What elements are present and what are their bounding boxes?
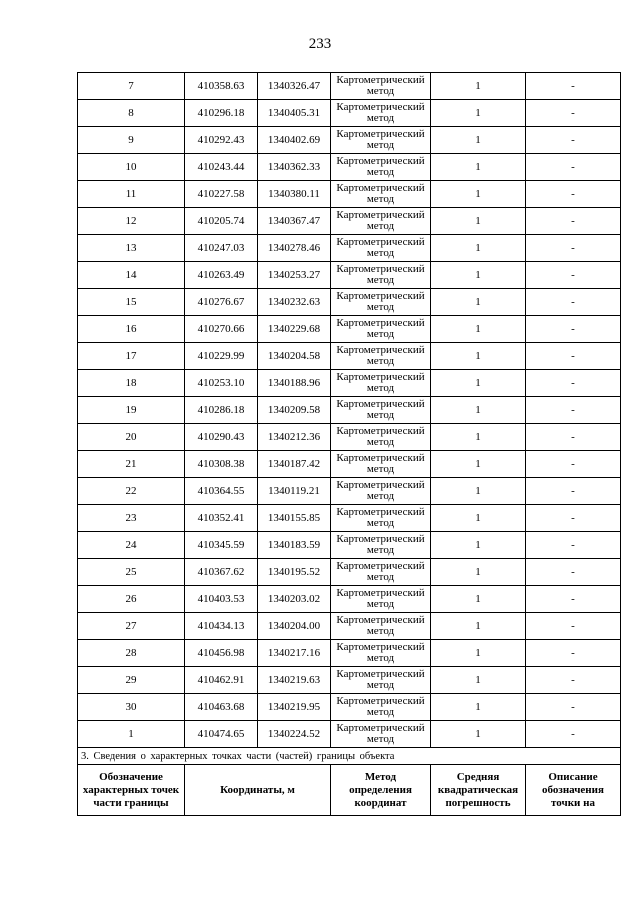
point-number-cell: 22 (78, 478, 185, 505)
coordinate-y-cell: 1340405.31 (258, 100, 331, 127)
coordinate-x-cell: 410403.53 (185, 586, 258, 613)
coordinate-y-cell: 1340362.33 (258, 154, 331, 181)
point-number-cell: 23 (78, 505, 185, 532)
description-cell: - (526, 289, 621, 316)
error-cell: 1 (431, 424, 526, 451)
header-description: Описание обозначения точки на (526, 765, 621, 816)
coordinate-y-cell: 1340195.52 (258, 559, 331, 586)
error-cell: 1 (431, 451, 526, 478)
coordinate-x-cell: 410292.43 (185, 127, 258, 154)
method-cell: Картометрический метод (331, 613, 431, 640)
description-cell: - (526, 424, 621, 451)
description-cell: - (526, 73, 621, 100)
point-number-cell: 24 (78, 532, 185, 559)
table-row (78, 424, 621, 451)
error-cell: 1 (431, 640, 526, 667)
description-cell: - (526, 532, 621, 559)
description-cell: - (526, 127, 621, 154)
method-cell: Картометрический метод (331, 73, 431, 100)
coordinate-y-cell: 1340119.21 (258, 478, 331, 505)
method-cell: Картометрический метод (331, 667, 431, 694)
coordinate-x-cell: 410462.91 (185, 667, 258, 694)
point-number-cell: 15 (78, 289, 185, 316)
point-number-cell: 20 (78, 424, 185, 451)
coordinate-y-cell: 1340278.46 (258, 235, 331, 262)
coordinate-x-cell: 410243.44 (185, 154, 258, 181)
point-number-cell: 13 (78, 235, 185, 262)
point-number-cell: 17 (78, 343, 185, 370)
error-cell: 1 (431, 127, 526, 154)
coordinate-y-cell: 1340402.69 (258, 127, 331, 154)
table-row (78, 181, 621, 208)
table-row (78, 370, 621, 397)
coordinate-y-cell: 1340219.63 (258, 667, 331, 694)
method-cell: Картометрический метод (331, 100, 431, 127)
error-cell: 1 (431, 586, 526, 613)
table-row (78, 613, 621, 640)
error-cell: 1 (431, 289, 526, 316)
coordinate-y-cell: 1340188.96 (258, 370, 331, 397)
method-cell: Картометрический метод (331, 451, 431, 478)
table-row (78, 721, 621, 748)
coordinate-y-cell: 1340204.00 (258, 613, 331, 640)
point-number-cell: 19 (78, 397, 185, 424)
method-cell: Картометрический метод (331, 370, 431, 397)
coordinate-x-cell: 410205.74 (185, 208, 258, 235)
coordinate-y-cell: 1340212.36 (258, 424, 331, 451)
description-cell: - (526, 667, 621, 694)
method-cell: Картометрический метод (331, 181, 431, 208)
table-row (78, 73, 621, 100)
method-cell: Картометрический метод (331, 505, 431, 532)
method-cell: Картометрический метод (331, 343, 431, 370)
coordinate-x-cell: 410296.18 (185, 100, 258, 127)
description-cell: - (526, 478, 621, 505)
point-number-cell: 11 (78, 181, 185, 208)
table-row (78, 505, 621, 532)
method-cell: Картометрический метод (331, 316, 431, 343)
table-row (78, 451, 621, 478)
error-cell: 1 (431, 397, 526, 424)
section-title: 3. Сведения о характерных точках части (частей) границы объекта (78, 748, 621, 765)
table-row (78, 559, 621, 586)
method-cell: Картометрический метод (331, 289, 431, 316)
table-row (78, 235, 621, 262)
error-cell: 1 (431, 235, 526, 262)
table-row (78, 154, 621, 181)
error-cell: 1 (431, 505, 526, 532)
point-number-cell: 7 (78, 73, 185, 100)
description-cell: - (526, 397, 621, 424)
description-cell: - (526, 613, 621, 640)
method-cell: Картометрический метод (331, 397, 431, 424)
table-row (78, 100, 621, 127)
coordinate-y-cell: 1340187.42 (258, 451, 331, 478)
coordinate-y-cell: 1340209.58 (258, 397, 331, 424)
table-row (78, 208, 621, 235)
header-coordinates: Координаты, м (185, 765, 331, 816)
point-number-cell: 25 (78, 559, 185, 586)
coordinate-x-cell: 410308.38 (185, 451, 258, 478)
point-number-cell: 9 (78, 127, 185, 154)
method-cell: Картометрический метод (331, 424, 431, 451)
error-cell: 1 (431, 694, 526, 721)
coordinate-x-cell: 410290.43 (185, 424, 258, 451)
table-row (78, 397, 621, 424)
table-row (78, 316, 621, 343)
table-row (78, 262, 621, 289)
table-row (78, 640, 621, 667)
description-cell: - (526, 343, 621, 370)
method-cell: Картометрический метод (331, 208, 431, 235)
point-number-cell: 10 (78, 154, 185, 181)
method-cell: Картометрический метод (331, 127, 431, 154)
point-number-cell: 8 (78, 100, 185, 127)
error-cell: 1 (431, 532, 526, 559)
error-cell: 1 (431, 721, 526, 748)
description-cell: - (526, 100, 621, 127)
point-number-cell: 18 (78, 370, 185, 397)
method-cell: Картометрический метод (331, 532, 431, 559)
point-number-cell: 12 (78, 208, 185, 235)
point-number-cell: 28 (78, 640, 185, 667)
description-cell: - (526, 451, 621, 478)
coordinate-y-cell: 1340217.16 (258, 640, 331, 667)
point-number-cell: 27 (78, 613, 185, 640)
table-row (78, 289, 621, 316)
description-cell: - (526, 208, 621, 235)
header-point-designation: Обозначение характерных точек части границы (78, 765, 185, 816)
error-cell: 1 (431, 343, 526, 370)
table-row (78, 586, 621, 613)
coordinate-x-cell: 410474.65 (185, 721, 258, 748)
point-number-cell: 21 (78, 451, 185, 478)
description-cell: - (526, 262, 621, 289)
coordinate-y-cell: 1340229.68 (258, 316, 331, 343)
method-cell: Картометрический метод (331, 154, 431, 181)
point-number-cell: 29 (78, 667, 185, 694)
boundary-points-table (77, 72, 621, 816)
coordinate-y-cell: 1340183.59 (258, 532, 331, 559)
point-number-cell: 1 (78, 721, 185, 748)
point-number-cell: 14 (78, 262, 185, 289)
coordinate-y-cell: 1340380.11 (258, 181, 331, 208)
coordinate-x-cell: 410364.55 (185, 478, 258, 505)
description-cell: - (526, 559, 621, 586)
description-cell: - (526, 235, 621, 262)
method-cell: Картометрический метод (331, 478, 431, 505)
table-row (78, 694, 621, 721)
header-row (78, 765, 621, 816)
coordinate-x-cell: 410358.63 (185, 73, 258, 100)
coordinate-x-cell: 410345.59 (185, 532, 258, 559)
coordinate-x-cell: 410352.41 (185, 505, 258, 532)
header-error: Средняя квадратическая погрешность (431, 765, 526, 816)
table-row (78, 127, 621, 154)
table-body (78, 73, 621, 748)
error-cell: 1 (431, 316, 526, 343)
header-method: Метод определения координат (331, 765, 431, 816)
coordinate-x-cell: 410229.99 (185, 343, 258, 370)
error-cell: 1 (431, 613, 526, 640)
error-cell: 1 (431, 100, 526, 127)
description-cell: - (526, 694, 621, 721)
coordinate-x-cell: 410456.98 (185, 640, 258, 667)
point-number-cell: 30 (78, 694, 185, 721)
coordinate-x-cell: 410276.67 (185, 289, 258, 316)
table-row (78, 667, 621, 694)
description-cell: - (526, 640, 621, 667)
coordinate-y-cell: 1340326.47 (258, 73, 331, 100)
method-cell: Картометрический метод (331, 559, 431, 586)
coordinate-y-cell: 1340224.52 (258, 721, 331, 748)
description-cell: - (526, 505, 621, 532)
coordinate-y-cell: 1340204.58 (258, 343, 331, 370)
method-cell: Картометрический метод (331, 235, 431, 262)
point-number-cell: 26 (78, 586, 185, 613)
coordinate-y-cell: 1340219.95 (258, 694, 331, 721)
error-cell: 1 (431, 262, 526, 289)
description-cell: - (526, 316, 621, 343)
error-cell: 1 (431, 154, 526, 181)
error-cell: 1 (431, 73, 526, 100)
coordinate-x-cell: 410367.62 (185, 559, 258, 586)
description-cell: - (526, 181, 621, 208)
method-cell: Картометрический метод (331, 721, 431, 748)
method-cell: Картометрический метод (331, 586, 431, 613)
coordinate-y-cell: 1340253.27 (258, 262, 331, 289)
error-cell: 1 (431, 370, 526, 397)
table-row (78, 343, 621, 370)
coordinate-x-cell: 410247.03 (185, 235, 258, 262)
error-cell: 1 (431, 478, 526, 505)
description-cell: - (526, 154, 621, 181)
point-number-cell: 16 (78, 316, 185, 343)
method-cell: Картометрический метод (331, 640, 431, 667)
page-number: 233 (308, 36, 332, 52)
coordinate-y-cell: 1340367.47 (258, 208, 331, 235)
coordinate-x-cell: 410253.10 (185, 370, 258, 397)
coordinate-y-cell: 1340232.63 (258, 289, 331, 316)
error-cell: 1 (431, 559, 526, 586)
coordinate-x-cell: 410227.58 (185, 181, 258, 208)
coordinate-x-cell: 410263.49 (185, 262, 258, 289)
table-row (78, 478, 621, 505)
error-cell: 1 (431, 208, 526, 235)
method-cell: Картометрический метод (331, 694, 431, 721)
coordinate-x-cell: 410286.18 (185, 397, 258, 424)
coordinate-x-cell: 410270.66 (185, 316, 258, 343)
description-cell: - (526, 370, 621, 397)
description-cell: - (526, 586, 621, 613)
coordinate-y-cell: 1340155.85 (258, 505, 331, 532)
description-cell: - (526, 721, 621, 748)
error-cell: 1 (431, 667, 526, 694)
coordinate-x-cell: 410463.68 (185, 694, 258, 721)
method-cell: Картометрический метод (331, 262, 431, 289)
coordinate-y-cell: 1340203.02 (258, 586, 331, 613)
coordinate-x-cell: 410434.13 (185, 613, 258, 640)
section-row (78, 748, 621, 765)
error-cell: 1 (431, 181, 526, 208)
table-row (78, 532, 621, 559)
